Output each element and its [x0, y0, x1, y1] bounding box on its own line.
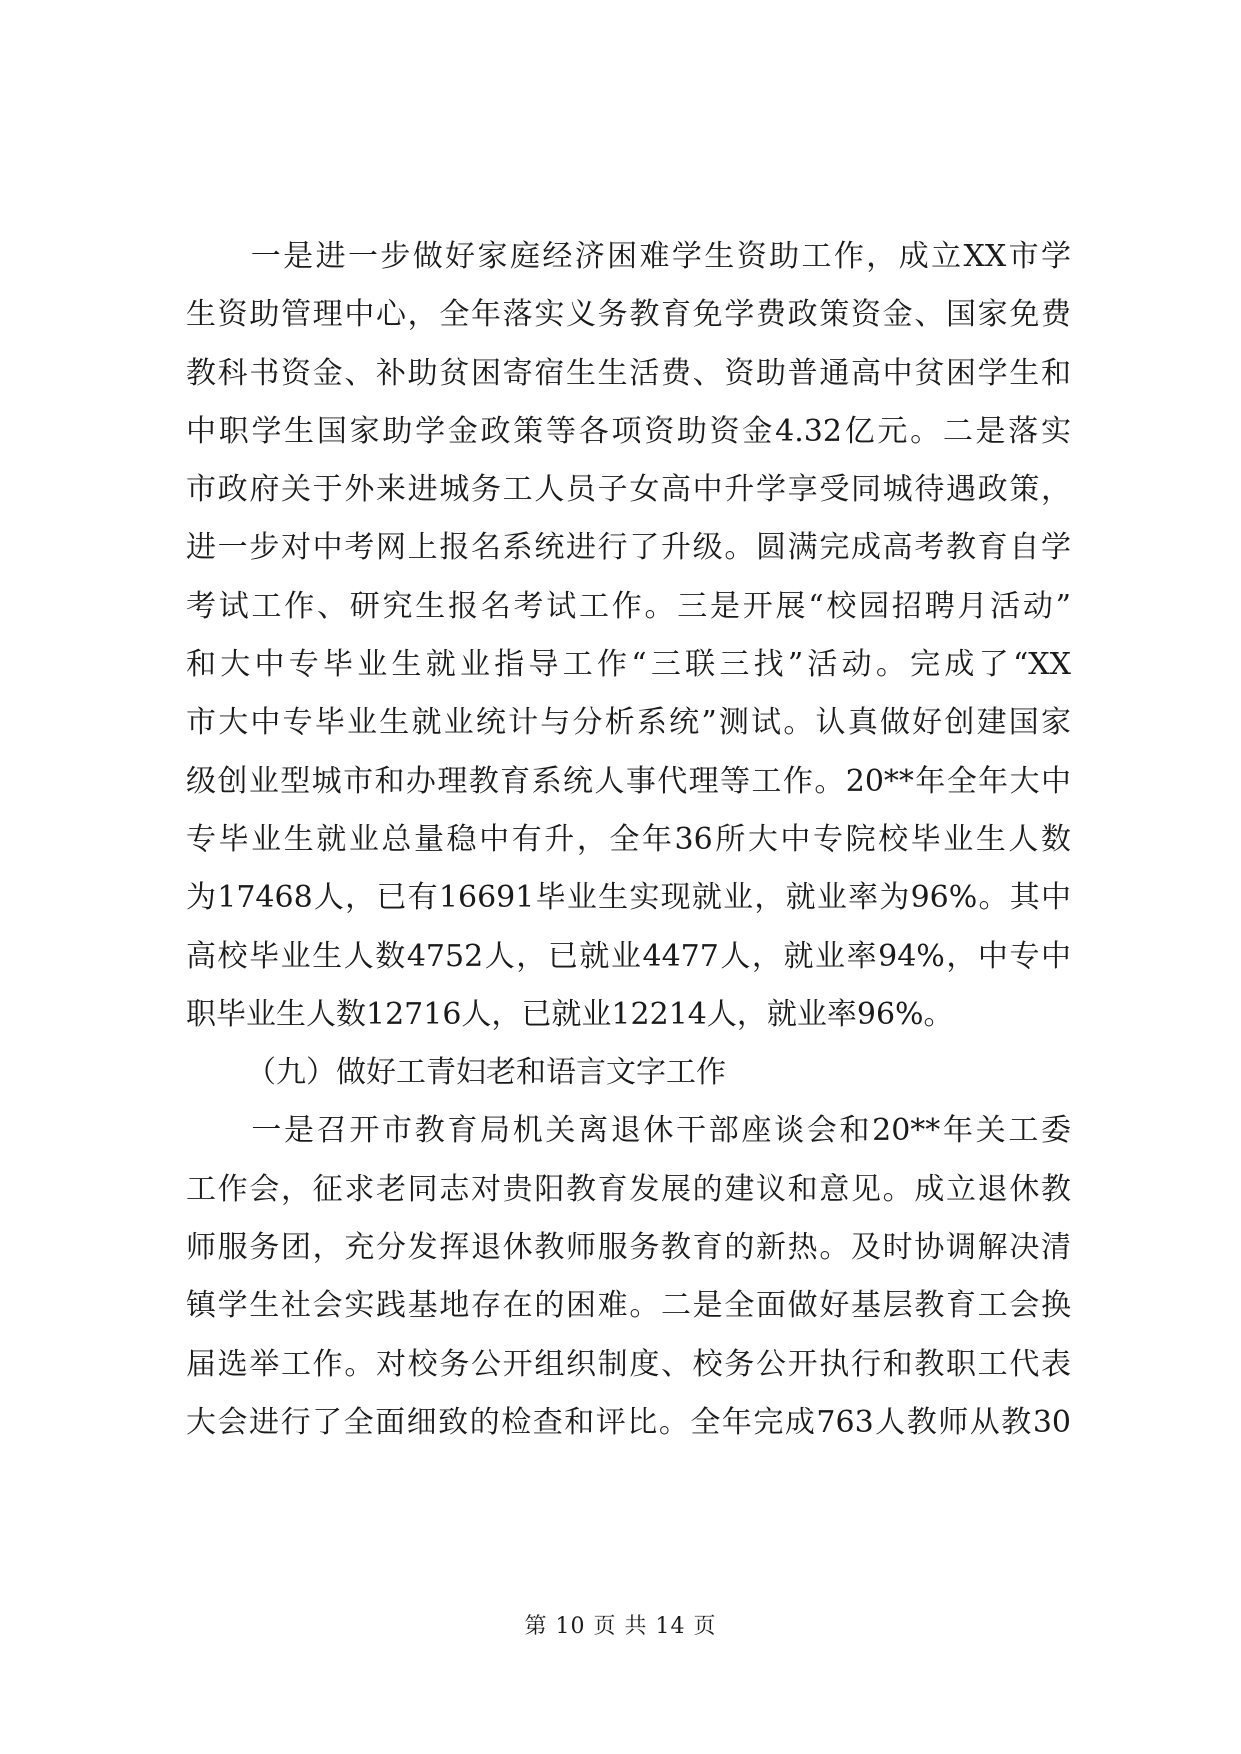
section-heading: （九）做好工青妇老和语言文字工作 — [246, 1055, 726, 1091]
paragraph-line: 届选举工作。对校务公开组织制度、校务公开执行和教职工代表 — [186, 1346, 1071, 1382]
paragraph-line: 职毕业生人数12716人，已就业12214人，就业率96%。 — [186, 996, 954, 1032]
paragraph-line: 中职学生国家助学金政策等各项资助资金4.32亿元。二是落实 — [186, 413, 1071, 449]
paragraph-line: 和大中专毕业生就业指导工作“三联三找”活动。完成了“XX — [186, 647, 1071, 683]
paragraph-line: 市大中专毕业生就业统计与分析系统”测试。认真做好创建国家 — [186, 705, 1071, 741]
paragraph-line: 级创业型城市和办理教育系统人事代理等工作。20**年全年大中 — [186, 763, 1071, 799]
paragraph-line: 考试工作、研究生报名考试工作。三是开展“校园招聘月活动” — [186, 588, 1071, 624]
paragraph-line: 大会进行了全面细致的检查和评比。全年完成763人教师从教30 — [186, 1404, 1071, 1440]
paragraph-line: 一是召开市教育局机关离退休干部座谈会和20**年关工委 — [186, 1113, 1071, 1149]
body-text — [186, 228, 1071, 1452]
paragraph-line: 镇学生社会实践基地存在的困难。二是全面做好基层教育工会换 — [186, 1288, 1071, 1324]
paragraph-line: 师服务团，充分发挥退休教师服务教育的新热。及时协调解决清 — [186, 1230, 1071, 1266]
paragraph-line: 高校毕业生人数4752人，已就业4477人，就业率94%，中专中 — [186, 938, 1071, 974]
page-number-footer: 第 10 页 共 14 页 — [524, 1614, 717, 1639]
paragraph-line: 市政府关于外来进城务工人员子女高中升学享受同城待遇政策， — [186, 472, 1071, 508]
paragraph-line: 教科书资金、补助贫困寄宿生生活费、资助普通高中贫困学生和 — [186, 355, 1071, 391]
paragraph-line: 生资助管理中心，全年落实义务教育免学费政策资金、国家免费 — [186, 297, 1071, 333]
paragraph-line: 一是进一步做好家庭经济困难学生资助工作，成立XX市学 — [186, 239, 1071, 274]
paragraph-line: 为17468人，已有16691毕业生实现就业，就业率为96%。其中 — [186, 880, 1071, 916]
paragraph-line: 工作会，征求老同志对贵阳教育发展的建议和意见。成立退休教 — [186, 1171, 1071, 1207]
paragraph-line: 进一步对中考网上报名系统进行了升级。圆满完成高考教育自学 — [186, 530, 1071, 566]
paragraph-line: 专毕业生就业总量稳中有升，全年36所大中专院校毕业生人数 — [186, 821, 1071, 857]
